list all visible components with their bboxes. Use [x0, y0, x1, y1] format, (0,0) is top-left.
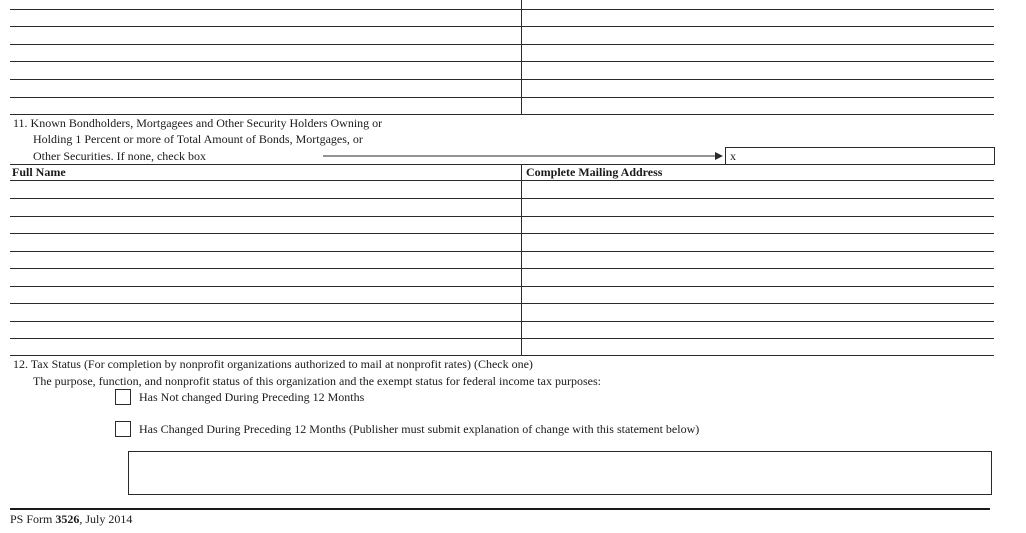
table-row-line: [10, 251, 994, 252]
table-row-line: [10, 286, 994, 287]
table-row-line: [10, 26, 994, 27]
none-checkbox[interactable]: [725, 147, 995, 165]
table-column-divider: [521, 0, 522, 114]
column-header-full-name: Full Name: [12, 165, 66, 179]
section-11-heading-line1: 11. Known Bondholders, Mortgagees and Other Security Holders Owning or: [13, 116, 383, 130]
footer-divider: [10, 508, 990, 510]
not-changed-label: Has Not changed During Preceding 12 Months: [139, 390, 365, 404]
table-column-divider: [521, 164, 522, 355]
table-row-line: [10, 268, 994, 269]
table-row-line: [10, 355, 994, 356]
table-row-line: [10, 338, 994, 339]
form-identifier: [10, 512, 132, 526]
section-11-heading-line2: Holding 1 Percent or more of Total Amount of Bonds, Mortgages, or: [33, 132, 363, 146]
section-12-description: The purpose, function, and nonprofit status of this organization and the exempt status for federal income tax purposes:: [33, 374, 601, 388]
table-row-line: [10, 233, 994, 234]
table-row-line: [10, 9, 994, 10]
changed-checkbox[interactable]: [115, 421, 131, 437]
section-11-heading-line3: Other Securities. If none, check box: [33, 149, 206, 163]
arrow-right-icon: [323, 150, 723, 162]
column-header-mailing-address: Complete Mailing Address: [526, 165, 663, 179]
changed-label: Has Changed During Preceding 12 Months (Publisher must submit explanation of change with this statement below): [139, 422, 700, 436]
table-header-line: [10, 164, 994, 165]
not-changed-checkbox[interactable]: [115, 389, 131, 405]
table-row-line: [10, 180, 994, 181]
form-prefix: PS Form: [10, 512, 56, 526]
table-row-line: [10, 321, 994, 322]
section-12-heading: 12. Tax Status (For completion by nonprofit organizations authorized to mail at nonprofit rates) (Check one): [13, 357, 533, 371]
table-row-line: [10, 198, 994, 199]
form-number: 3526: [55, 512, 80, 526]
none-checkbox-mark: x: [730, 149, 736, 163]
table-row-line: [10, 79, 994, 80]
table-row-line: [10, 97, 994, 98]
table-row-line: [10, 216, 994, 217]
table-row-line: [10, 44, 994, 45]
table-row-line: [10, 303, 994, 304]
table-row-line: [10, 114, 994, 115]
change-explanation-field[interactable]: [128, 451, 992, 495]
form-date: , July 2014: [79, 512, 133, 526]
table-row-line: [10, 61, 994, 62]
